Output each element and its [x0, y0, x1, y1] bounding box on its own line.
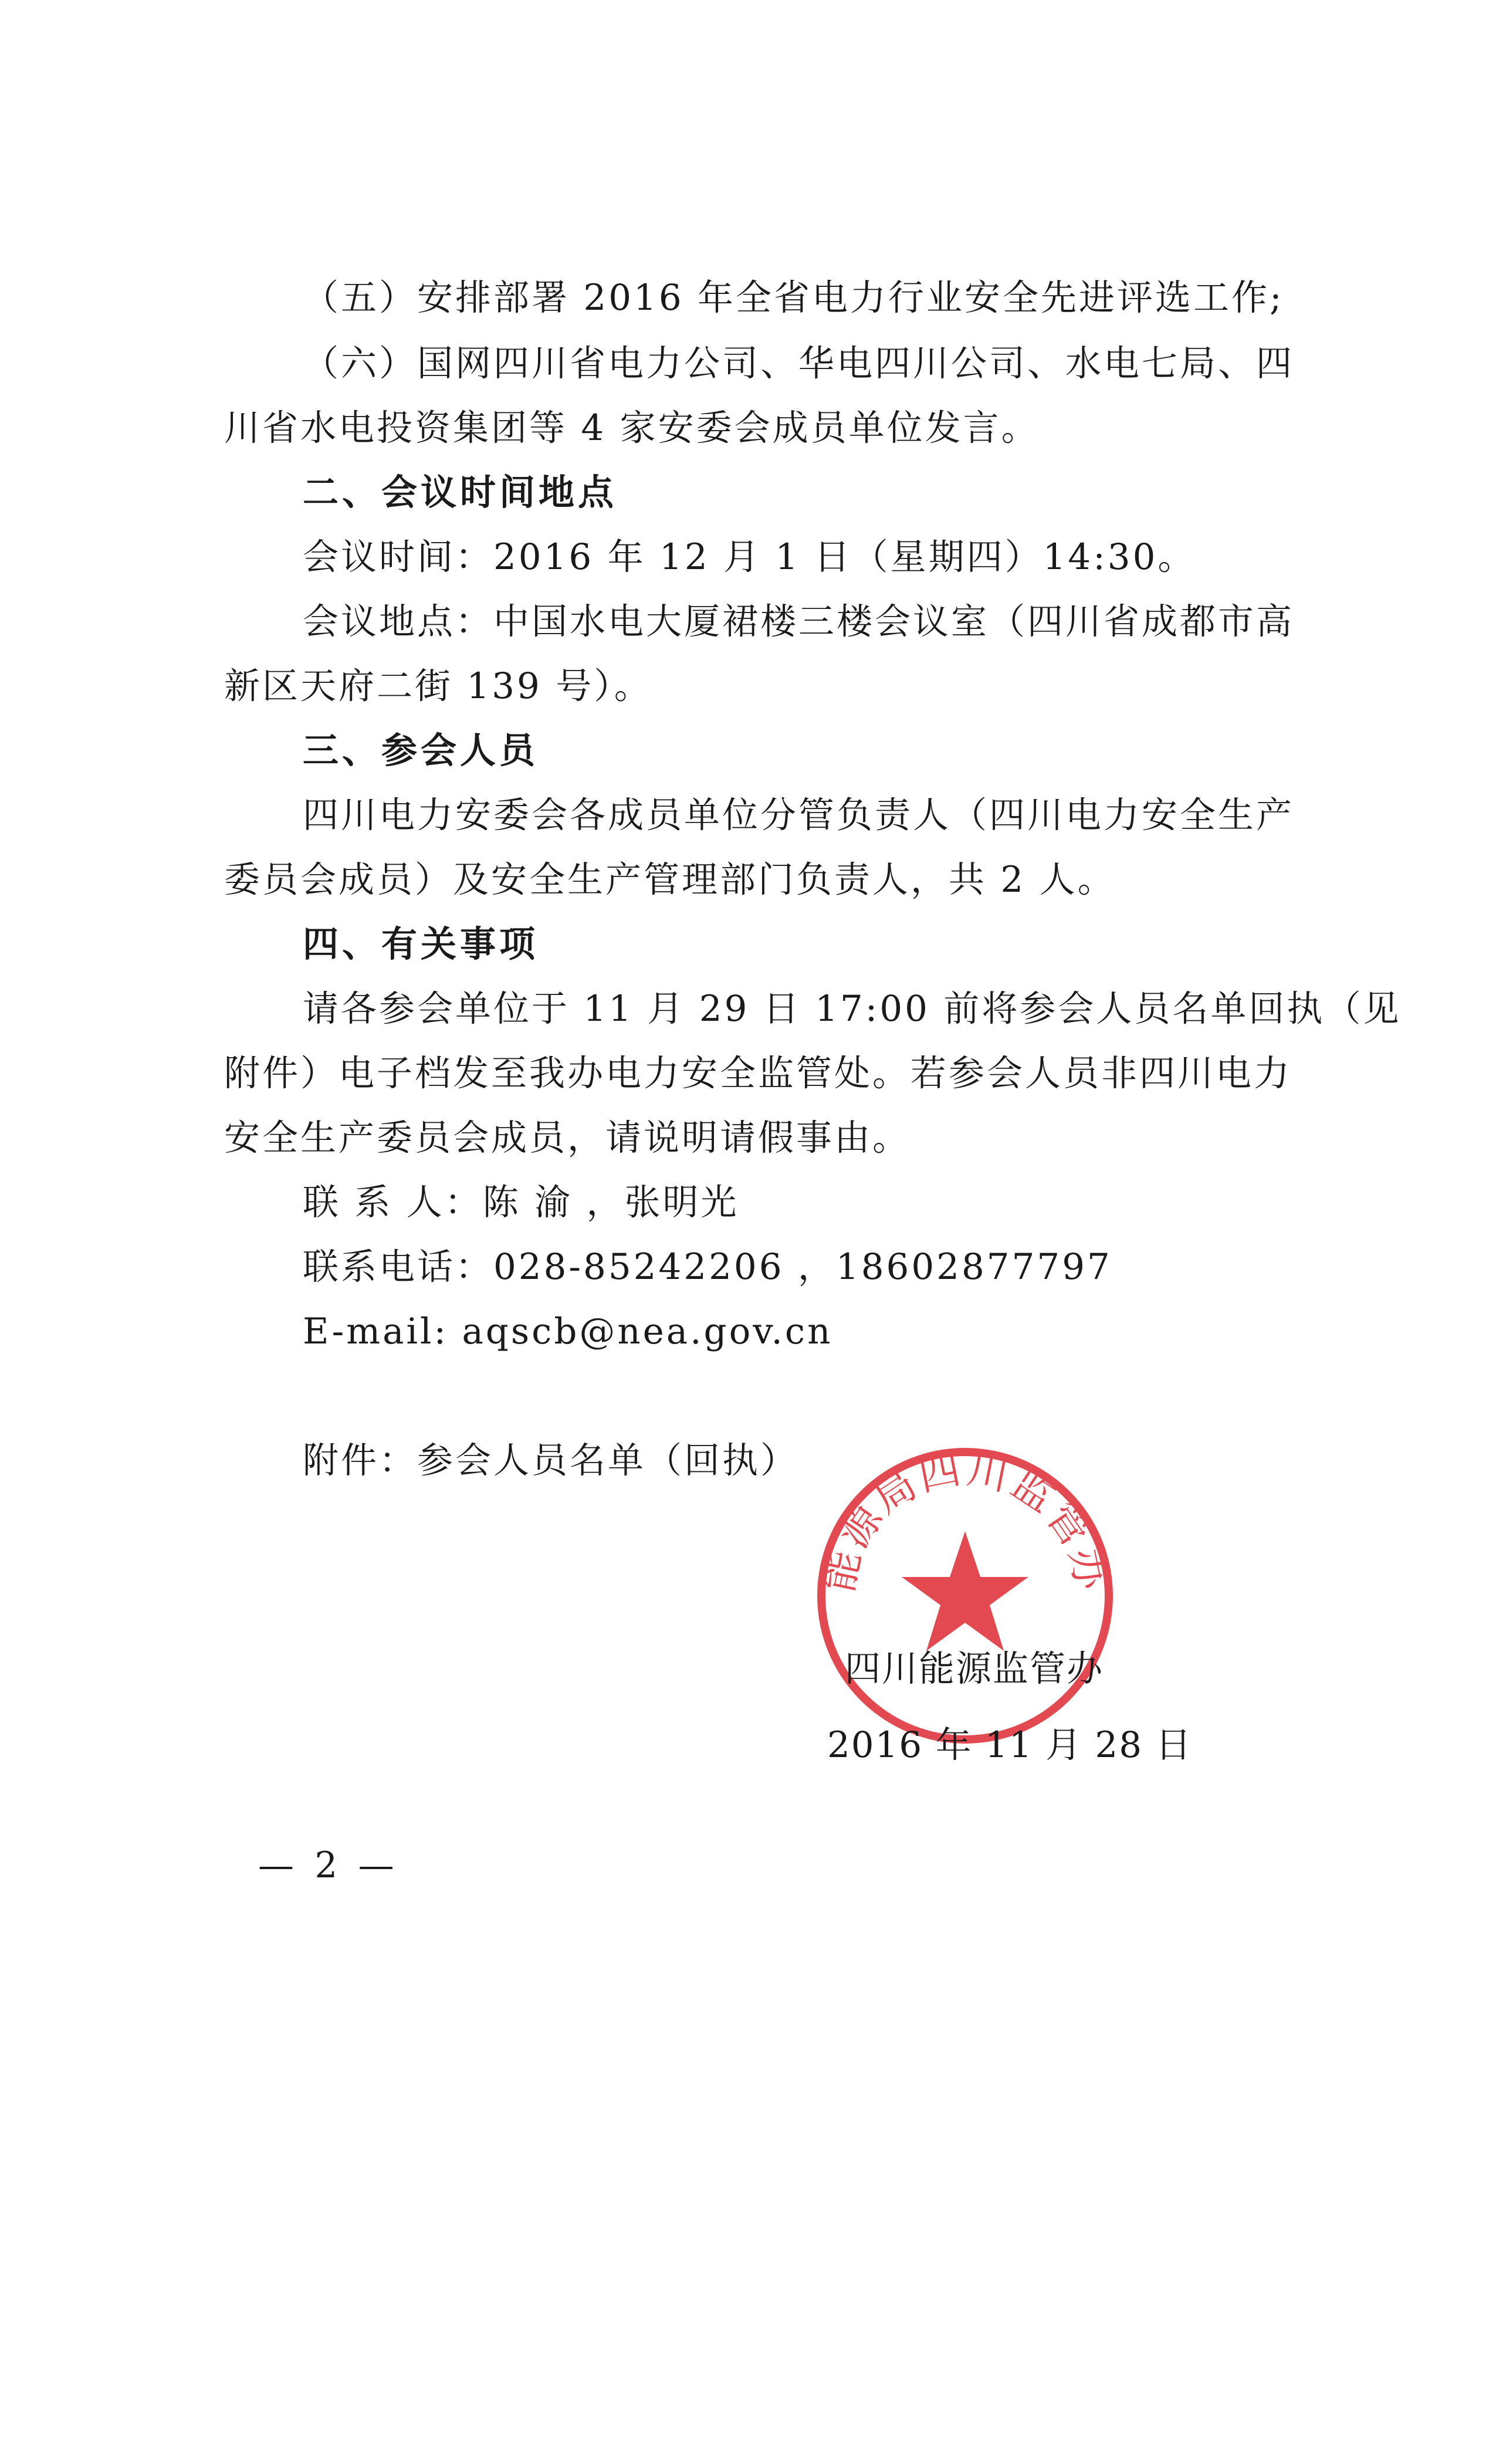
attendees-line2: 委员会成员）及安全生产管理部门负责人，共 2 人。	[224, 859, 1116, 901]
meeting-place-line2: 新区天府二街 139 号）。	[224, 665, 652, 707]
issue-date: 2016 年 11 月 28 日	[827, 1724, 1193, 1766]
seal-star-icon	[902, 1531, 1028, 1651]
attendees-line1: 四川电力安委会各成员单位分管负责人（四川电力安全生产	[303, 794, 1295, 836]
issuer-name: 四川能源监管办	[845, 1648, 1104, 1690]
blank-area	[0, 2053, 1496, 2464]
seal-text: 能源局四川监管办	[814, 1444, 1116, 1596]
contact-email: E-mail: aqscb@nea.gov.cn	[303, 1311, 833, 1352]
matters-line1: 请各参会单位于 11 月 29 日 17:00 前将参会人员名单回执（见	[303, 988, 1402, 1030]
contact-person: 联 系 人：陈 渝 ，张明光	[303, 1182, 739, 1223]
section3-heading: 三、参会人员	[303, 730, 539, 771]
contact-phone: 联系电话：028-85242206 ，18602877797	[303, 1246, 1112, 1288]
meeting-time: 会议时间：2016 年 12 月 1 日（星期四）14:30。	[303, 536, 1196, 578]
item-six-line2: 川省水电投资集团等 4 家安委会成员单位发言。	[224, 407, 1040, 449]
meeting-place-line1: 会议地点：中国水电大厦裙楼三楼会议室（四川省成都市高	[303, 601, 1295, 642]
section2-heading: 二、会议时间地点	[303, 472, 618, 513]
item-six-line1: （六）国网四川省电力公司、华电四川公司、水电七局、四	[303, 343, 1295, 384]
attachment-note: 附件：参会人员名单（回执）	[303, 1440, 799, 1481]
matters-line2: 附件）电子档发至我办电力安全监管处。若参会人员非四川电力	[224, 1052, 1292, 1094]
official-seal	[813, 1443, 1118, 1748]
matters-line3: 安全生产委员会成员，请说明请假事由。	[224, 1117, 911, 1159]
page-number: — 2 —	[258, 1844, 399, 1886]
section4-heading: 四、有关事项	[303, 923, 539, 965]
seal-graphic	[813, 1443, 1118, 1748]
item-five: （五）安排部署 2016 年全省电力行业安全先进评选工作;	[303, 277, 1284, 319]
